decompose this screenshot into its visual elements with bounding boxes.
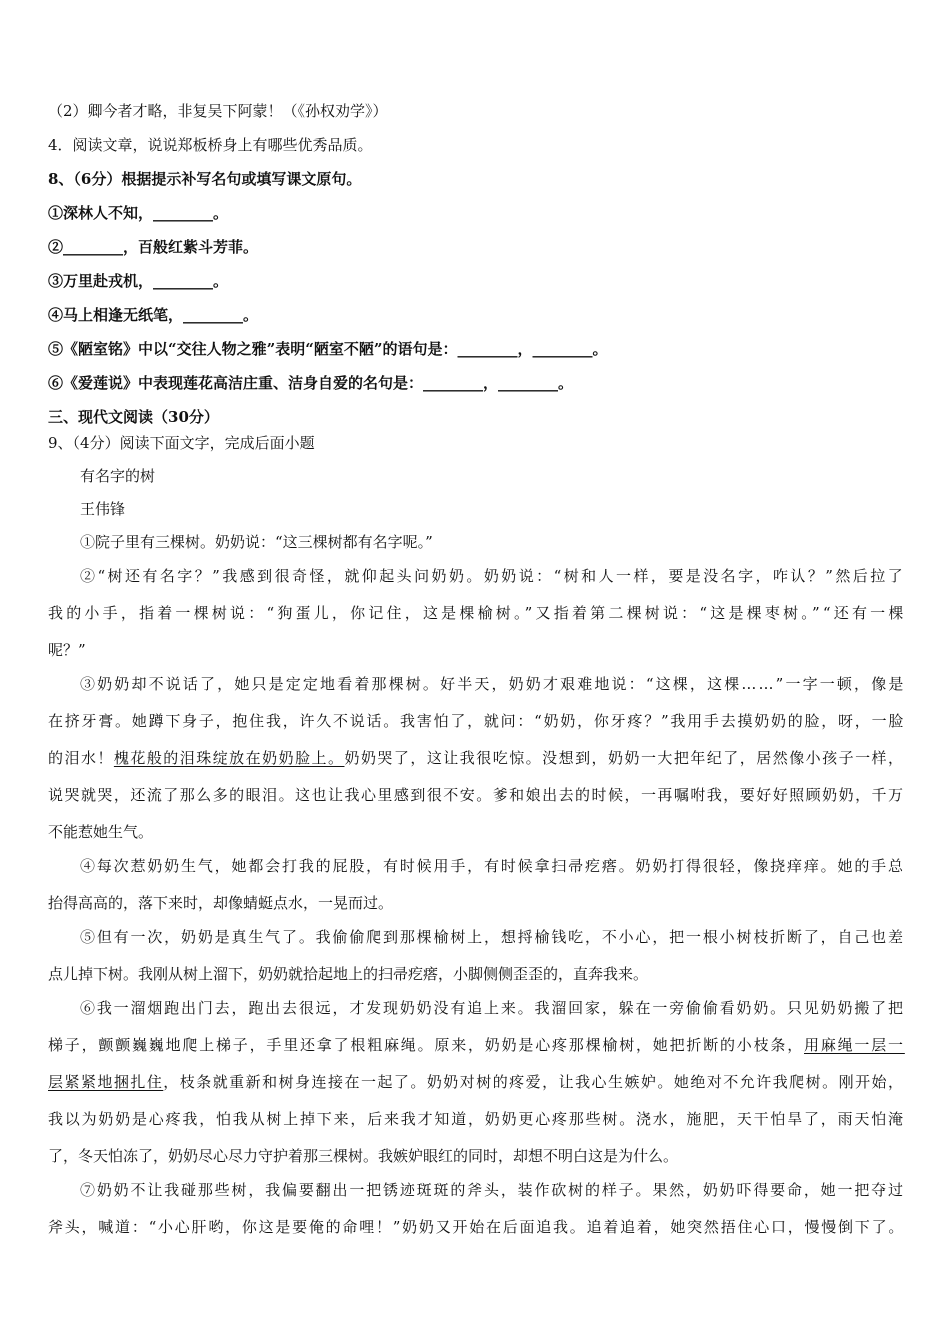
paragraph-6-line: 我以为奶奶是心疼我，怕我从树上掉下来，后来我才知道，奶奶更心疼那些树。浇水，施肥，天干怕旱了，雨天怕淹 bbox=[48, 1110, 905, 1128]
text-segment: 的泪水！ bbox=[48, 749, 114, 767]
question-8-item-5: ⑤《陋室铭》中以“交往人物之雅”表明“陋室不陋”的语句是：________，________。 bbox=[48, 340, 608, 358]
text-segment: ，枝条就重新和树身连接在一起了。奶奶对树的疼爱，让我心生嫉妒。她绝对不允许我爬树。刚开始， bbox=[163, 1073, 905, 1091]
question-8-item-4: ④马上相逢无纸笔，________。 bbox=[48, 306, 259, 324]
paragraph-6-line: ⑥我一溜烟跑出门去，跑出去很远，才发现奶奶没有追上来。我溜回家，躲在一旁偷偷看奶奶。只见奶奶搬了把 bbox=[80, 999, 905, 1017]
paragraph-6-line: 了，冬天怕冻了，奶奶尽心尽力守护着那三棵树。我嫉妒眼红的同时，却想不明白这是为什么。 bbox=[48, 1147, 679, 1165]
paragraph-6-line bbox=[48, 1034, 905, 1056]
question-4: 4．阅读文章，说说郑板桥身上有哪些优秀品质。 bbox=[48, 136, 373, 154]
paragraph-4-line: ④每次惹奶奶生气，她都会打我的屁股，有时候用手，有时候拿扫帚疙瘩。奶奶打得很轻，像挠痒痒。她的手总 bbox=[80, 857, 905, 875]
paragraph-2-line: ②“树还有名字？”我感到很奇怪，就仰起头问奶奶。奶奶说：“树和人一样，要是没名字，咋认？”然后拉了 bbox=[80, 567, 906, 585]
underlined-phrase: 层紧紧地捆扎住 bbox=[48, 1073, 164, 1091]
paragraph-3-line: 不能惹她生气。 bbox=[48, 823, 154, 841]
text-segment: 奶奶哭了，这让我很吃惊。没想到，奶奶一大把年纪了，居然像小孩子一样， bbox=[344, 749, 905, 767]
paragraph-7-line: 斧头，喊道：“小心肝哟，你这是要俺的命哩！”奶奶又开始在后面追我。追着追着，她突然捂住心口，慢慢倒下了。 bbox=[48, 1218, 906, 1236]
paragraph-7-line: ⑦奶奶不让我碰那些树，我偏要翻出一把锈迹斑斑的斧头，装作砍树的样子。果然，奶奶吓得要命，她一把夺过 bbox=[80, 1181, 905, 1199]
paragraph-4-line: 抬得高高的，落下来时，却像蜻蜓点水，一晃而过。 bbox=[48, 894, 394, 912]
paragraph-3-line: 在挤牙膏。她蹲下身子，抱住我，许久不说话。我害怕了，就问：“奶奶，你牙疼？”我用手去摸奶奶的脸，呀，一脸 bbox=[48, 712, 906, 730]
section-3-heading: 三、现代文阅读（30分） bbox=[48, 408, 219, 426]
underlined-sentence: 槐花般的泪珠绽放在奶奶脸上。 bbox=[113, 749, 345, 767]
article-title: 有名字的树 bbox=[80, 467, 156, 485]
question-8-item-2: ②________，百般红紫斗芳菲。 bbox=[48, 238, 259, 256]
question-8-heading: 8、（6分）根据提示补写名句或填写课文原句。 bbox=[48, 170, 362, 188]
paragraph-5-line: ⑤但有一次，奶奶是真生气了。我偷偷爬到那棵榆树上，想捋榆钱吃，不小心，把一根小树枝折断了，自己也差 bbox=[80, 928, 905, 946]
paragraph-3-line: 说哭就哭，还流了那么多的眼泪。这也让我心里感到很不安。爹和娘出去的时候，一再嘱咐我，要好好照顾奶奶，千万 bbox=[48, 786, 905, 804]
paragraph-1: ①院子里有三棵树。奶奶说：“这三棵树都有名字呢。” bbox=[80, 533, 433, 551]
question-9-heading: 9、（4分）阅读下面文字，完成后面小题 bbox=[48, 434, 315, 452]
question-8-item-3: ③万里赴戎机，________。 bbox=[48, 272, 229, 290]
question-8-item-6: ⑥《爱莲说》中表现莲花高洁庄重、洁身自爱的名句是：________，________。 bbox=[48, 374, 574, 392]
paragraph-2-line: 我的小手，指着一棵树说：“狗蛋儿，你记住，这是棵榆树。”又指着第二棵树说：“这是棵枣树。”“还有一棵 bbox=[48, 604, 907, 622]
answer-line: （2）卿今者才略，非复吴下阿蒙！（《孙权劝学》） bbox=[48, 102, 388, 120]
paragraph-5-line: 点儿掉下树。我刚从树上溜下，奶奶就拾起地上的扫帚疙瘩，小脚侧侧歪歪的，直奔我来。 bbox=[48, 965, 649, 983]
paragraph-6-line bbox=[48, 1071, 904, 1093]
underlined-phrase: 用麻绳一层一 bbox=[804, 1036, 905, 1054]
paragraph-2-line: 呢？” bbox=[48, 641, 86, 659]
text-segment: 梯子，颤颤巍巍地爬上梯子，手里还拿了根粗麻绳。原来，奶奶是心疼那棵榆树，她把折断的小枝条， bbox=[48, 1036, 805, 1054]
article-author: 王伟锋 bbox=[80, 500, 126, 518]
question-8-item-1: ①深林人不知，________。 bbox=[48, 204, 229, 222]
paragraph-3-line bbox=[48, 747, 905, 769]
paragraph-3-line: ③奶奶却不说话了，她只是定定地看着那棵树。好半天，奶奶才艰难地说：“这棵，这棵……”一字一顿，像是 bbox=[80, 675, 906, 693]
